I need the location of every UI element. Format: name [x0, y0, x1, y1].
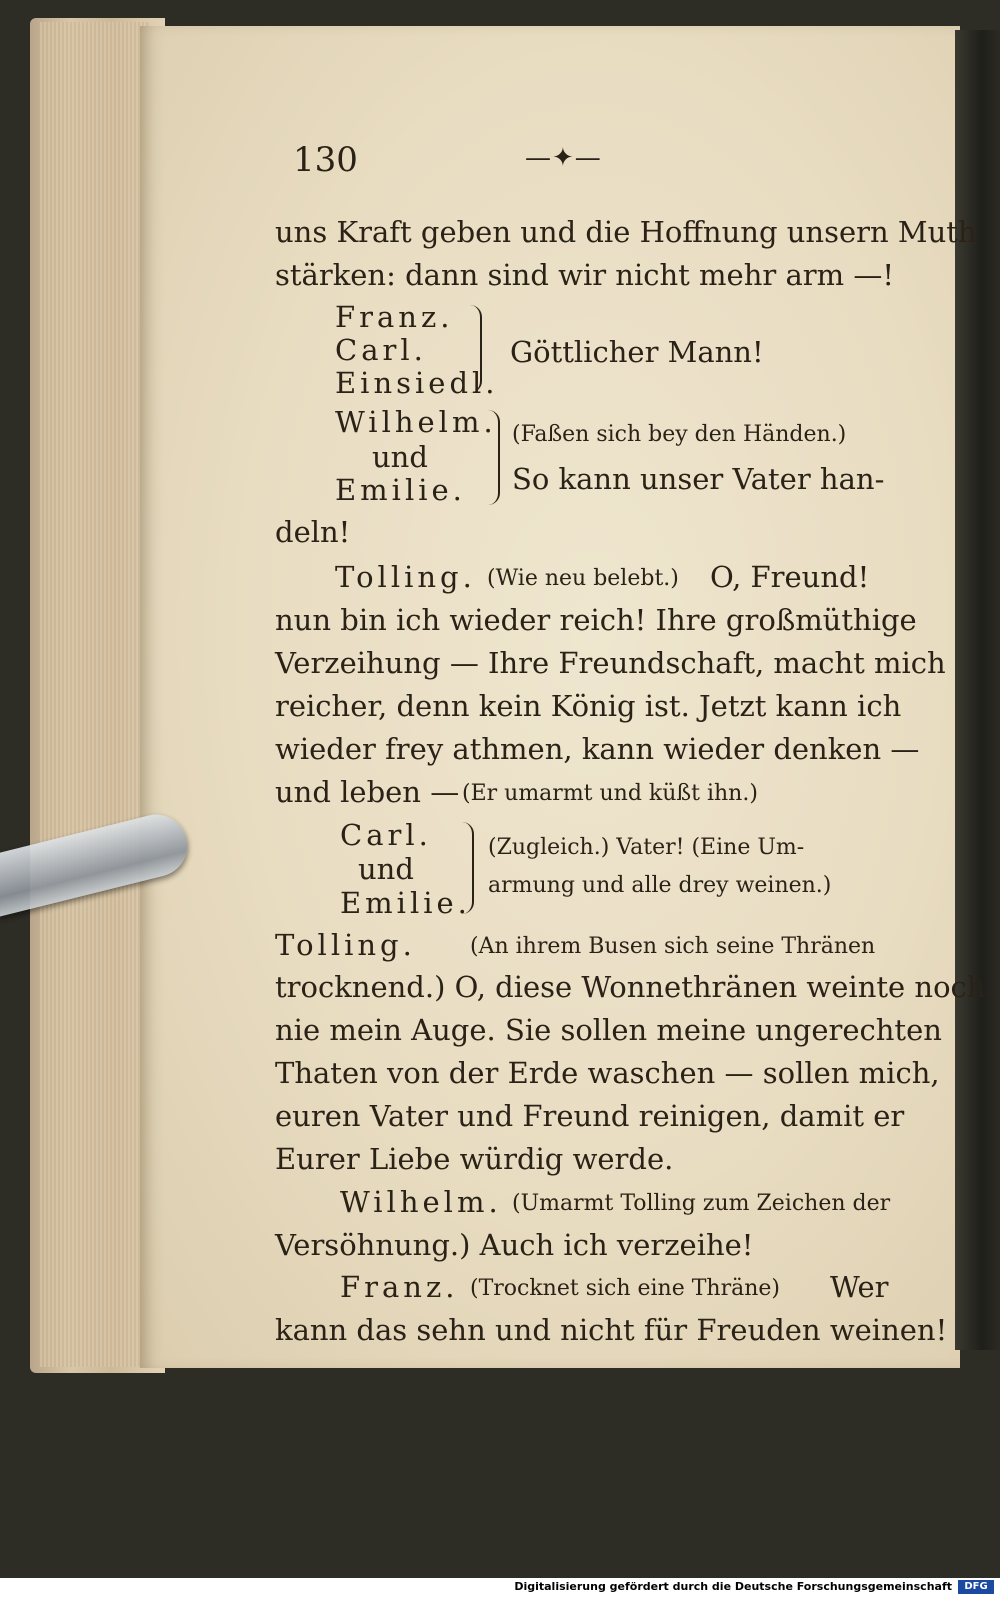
speaker-name: Carl. [340, 818, 432, 852]
page-stack [40, 22, 150, 1367]
speaker-name: Wilhelm. [335, 405, 497, 439]
page-number: 130 [293, 140, 358, 180]
stage-direction: armung und alle drey weinen.) [488, 873, 832, 898]
speaker-name: Emilie. [335, 473, 466, 507]
text-line: trocknend.) O, diese Wonnethränen weinte noch [275, 970, 986, 1004]
speaker-name: und [358, 852, 414, 886]
stage-direction: (Zugleich.) Vater! (Eine Um- [488, 835, 805, 860]
text-line: nie mein Auge. Sie sollen meine ungerechten [275, 1013, 942, 1047]
text-line: Verzeihung — Ihre Freundschaft, macht mich [275, 646, 946, 680]
speaker-brace [470, 305, 482, 393]
text-line: stärken: dann sind wir nicht mehr arm —! [275, 258, 894, 292]
speaker-name: Carl. [335, 333, 427, 367]
stage-direction: (An ihrem Busen sich seine Thränen [470, 934, 876, 959]
text-line: Göttlicher Mann! [510, 335, 764, 369]
text-line: kann das sehn und nicht für Freuden weinen! [275, 1313, 948, 1347]
speaker-name: Emilie. [340, 886, 471, 920]
stage-direction: (Faßen sich bey den Händen.) [512, 422, 847, 447]
stage-direction: (Er umarmt und küßt ihn.) [462, 781, 758, 806]
speaker-name: Franz. [335, 300, 454, 334]
speaker-name: und [372, 440, 428, 474]
speaker-brace [488, 410, 500, 505]
text-line: Eurer Liebe würdig werde. [275, 1142, 674, 1176]
text-line: wieder frey athmen, kann wieder denken — [275, 732, 920, 766]
header-ornament: —✦— [525, 143, 602, 173]
speaker-name: Wilhelm. [340, 1185, 502, 1219]
text-line: und leben — [275, 775, 460, 809]
speaker-name: Tolling. [275, 928, 416, 962]
speaker-name: Tolling. [335, 560, 476, 594]
text-line: Thaten von der Erde waschen — sollen mich, [275, 1056, 940, 1090]
funding-note: Digitalisierung gefördert durch die Deutsche Forschungsgemeinschaft [514, 1580, 952, 1593]
text-line: So kann unser Vater han- [512, 462, 885, 496]
text-line: Wer [830, 1270, 889, 1304]
text-line: nun bin ich wieder reich! Ihre großmüthige [275, 603, 917, 637]
text-line: reicher, denn kein König ist. Jetzt kann ich [275, 689, 902, 723]
text-line: deln! [275, 515, 351, 549]
stage-direction: (Umarmt Tolling zum Zeichen der [512, 1191, 891, 1216]
footer-bar [0, 1578, 1000, 1597]
stage-direction: (Trocknet sich eine Thräne) [470, 1276, 780, 1301]
text-line: O, Freund! [710, 560, 870, 594]
speaker-brace [462, 822, 474, 914]
speaker-name: Franz. [340, 1270, 459, 1304]
text-line: uns Kraft geben und die Hoffnung unsern Muth [275, 215, 977, 249]
text-line: Versöhnung.) Auch ich verzeihe! [275, 1228, 754, 1262]
speaker-name: Einsiedl. [335, 366, 499, 400]
dfg-logo: DFG [958, 1580, 994, 1594]
text-line: euren Vater und Freund reinigen, damit er [275, 1099, 905, 1133]
stage-direction: (Wie neu belebt.) [487, 566, 679, 591]
